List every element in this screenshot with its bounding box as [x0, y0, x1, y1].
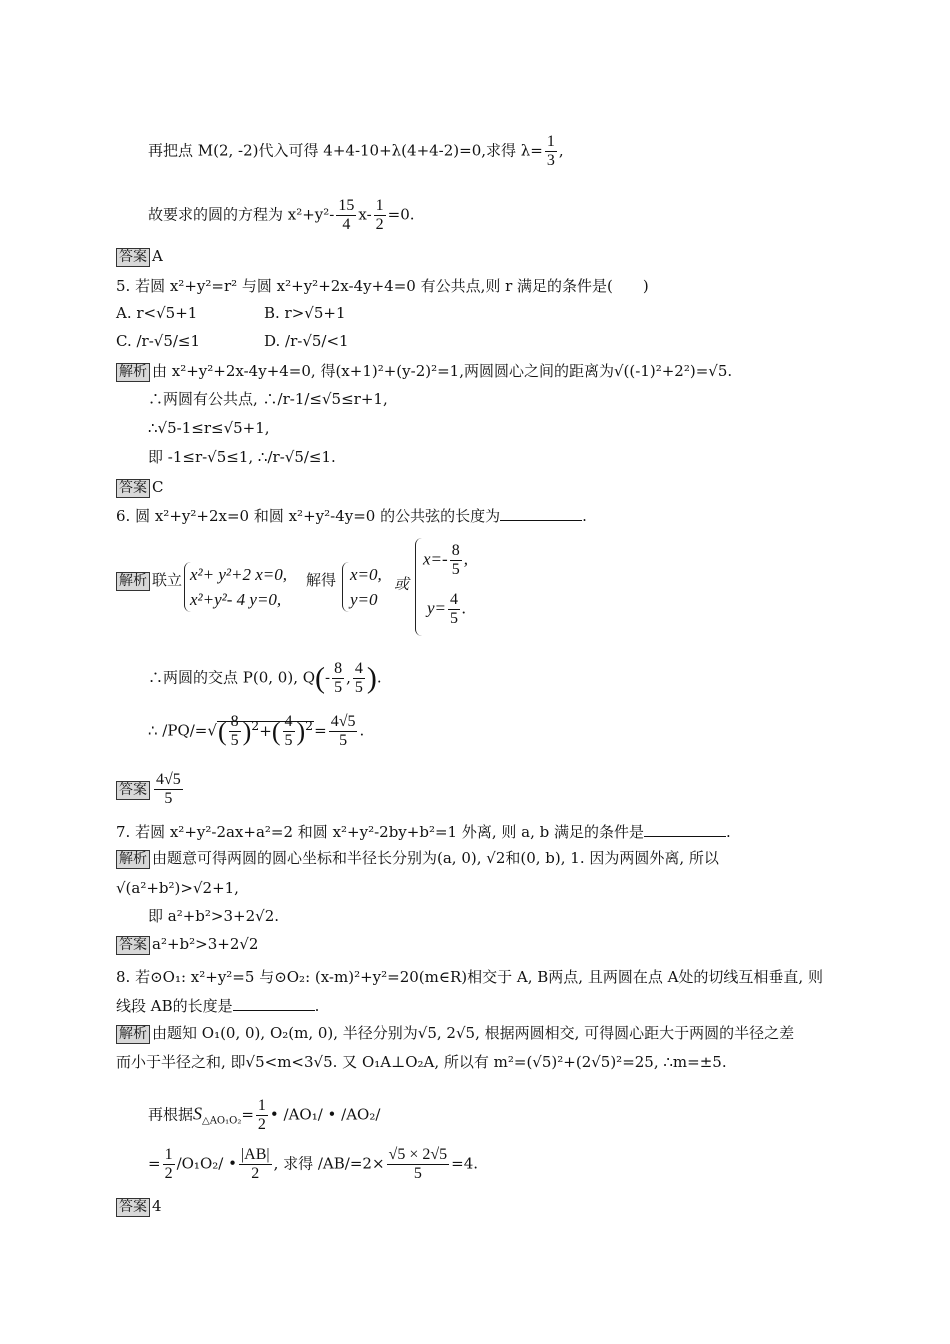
answer-tag: 答案: [116, 781, 150, 800]
q5-option-b: B. r>√5+1: [264, 304, 346, 322]
solution-y2: y= $\frac{4}{5}$ .: [427, 591, 467, 627]
q8-stem-1: 8. 若⊙O₁: x²+y²=5 与⊙O₂: (x-m)²+y²=20(m∈R)相交于 A, B两点, 且两圆在点 A处的切线互相垂直, 则: [116, 968, 823, 986]
q5-stem: 5. 若圆 x²+y²=r² 与圆 x²+y²+2x-4y+4=0 有公共点,则 r 满足的条件是( ): [116, 277, 649, 295]
q6-distance: ∴ /PQ/=√( $\frac{8}{5}$ )$^2$+( $\frac{4}{5}$ )$^2$= $\frac{4√5}{5}$ .: [148, 713, 365, 749]
answer-tag: 答案: [116, 479, 150, 498]
q4-line2: 故要求的圆的方程为 x²+y²- $\frac{15}{4}$ x- $\frac{1}{2}$ =0.: [148, 197, 415, 233]
q5-option-d: D. /r-√5/<1: [264, 332, 349, 350]
q8-length: = $\frac{1}{2}$ /O₁O₂/ • $\frac{|AB|}{2}$ , 求得 /AB/=2× $\frac{√5 \times 2√5}{5}$ =4.: [148, 1146, 479, 1182]
q5-option-c: C. /r-√5/≤1: [116, 332, 201, 350]
fraction: $\frac{4}{5}$: [354, 660, 363, 696]
equation-2: x²+y²- 4 y=0,: [190, 590, 282, 609]
q7-answer: 答案 a²+b²>3+2√2: [116, 934, 258, 955]
solution-x2: x=- $\frac{8}{5}$ ,: [423, 542, 468, 578]
analysis-tag: 解析: [116, 850, 150, 869]
answer-blank: [500, 506, 582, 521]
fraction: $\frac{1}{2}$: [257, 1097, 266, 1133]
fraction: $\frac{4√5}{5}$: [156, 771, 181, 807]
q8-solution-1: 解析 由题知 O₁(0, 0), O₂(m, 0), 半径分别为√5, 2√5, 根据两圆相交, 可得圆心距大于两圆的半径之差: [116, 1023, 794, 1044]
q6-answer: [116, 771, 185, 808]
solution-x: x=0,: [350, 565, 382, 584]
answer-tag: 答案: [116, 936, 150, 955]
q6-stem: 6. 圆 x²+y²+2x=0 和圆 x²+y²-4y=0 的公共弦的长度为 .: [116, 507, 587, 525]
q5-solution-4: 即 -1≤r-√5≤1, ∴/r-√5/≤1.: [148, 448, 336, 466]
q4-answer: 答案 A: [116, 246, 163, 267]
fraction: $\frac{8}{5}$: [334, 660, 343, 696]
q5-solution-1: 解析 由 x²+y²+2x-4y+4=0, 得(x+1)²+(y-2)²=1,两圆圆心之间的距离为√((-1)²+2²)=√5.: [116, 361, 732, 382]
fraction: $\frac{15}{4}$: [338, 197, 355, 233]
equation-1: x²+ y²+2 x=0,: [190, 565, 287, 584]
or-label: 或: [394, 575, 410, 593]
q5-answer: 答案 C: [116, 477, 163, 498]
q8-stem-2: 线段 AB的长度是 .: [116, 997, 320, 1015]
q7-solution-3: 即 a²+b²>3+2√2.: [148, 907, 280, 925]
fraction: $\frac{1}{2}$: [164, 1146, 173, 1182]
q6-intersection-points: ∴两圆的交点 P(0, 0), Q(- $\frac{8}{5}$ , $\frac{4}{5}$ ).: [148, 660, 382, 696]
answer-tag: 答案: [116, 248, 150, 267]
fraction: $\frac{|AB|}{2}$: [240, 1146, 270, 1182]
solution-brace-2: [415, 538, 422, 636]
q7-solution-1: 解析 由题意可得两圆的圆心坐标和半径长分别为(a, 0), √2和(0, b), 1. 因为两圆外离, 所以: [116, 848, 719, 869]
answer-tag: 答案: [116, 1198, 150, 1217]
analysis-tag: 解析: [116, 1025, 150, 1044]
solved-label: 解得: [306, 571, 337, 589]
solution-y: y=0: [350, 590, 378, 609]
fraction: $\frac{4}{5}$: [450, 591, 459, 627]
q5-option-a: A. r<√5+1: [116, 304, 198, 322]
analysis-tag: 解析: [116, 363, 150, 382]
answer-blank: [233, 996, 315, 1011]
fraction: $\frac{√5 \times 2√5}{5}$: [388, 1146, 448, 1182]
fraction: $\frac{1}{2}$: [375, 197, 384, 233]
q8-answer: 答案 4: [116, 1196, 162, 1217]
fraction: $\frac{1}{3}$: [546, 133, 555, 169]
answer-blank: [644, 822, 726, 837]
solution-brace: [342, 562, 349, 612]
q6-solution-lead: 解析 联立: [116, 570, 182, 591]
q5-solution-3: ∴√5-1≤r≤√5+1,: [148, 419, 270, 437]
fraction: $\frac{8}{5}$: [451, 542, 460, 578]
q8-area: 再根据$S_{\triangle AO_1O_2}=$ $\frac{1}{2}$ • /AO₁/ • /AO₂/: [148, 1097, 381, 1133]
q5-solution-2: ∴两圆有公共点, ∴/r-1/≤√5≤r+1,: [148, 390, 388, 408]
q7-stem: 7. 若圆 x²+y²-2ax+a²=2 和圆 x²+y²-2by+b²=1 外离, 则 a, b 满足的条件是 .: [116, 823, 731, 841]
q7-solution-2: √(a²+b²)>√2+1,: [116, 879, 239, 897]
analysis-tag: 解析: [116, 572, 150, 591]
fraction: $\frac{4√5}{5}$: [330, 713, 356, 749]
q8-solution-2: 而小于半径之和, 即√5<m<3√5. 又 O₁A⊥O₂A, 所以有 m²=(√5)²+(2√5)²=25, ∴m=±5.: [116, 1053, 727, 1071]
q4-line1: 再把点 M(2, -2)代入可得 4+4-10+λ(4+4-2)=0,求得 λ= $\frac{1}{3}$ ,: [148, 133, 564, 169]
